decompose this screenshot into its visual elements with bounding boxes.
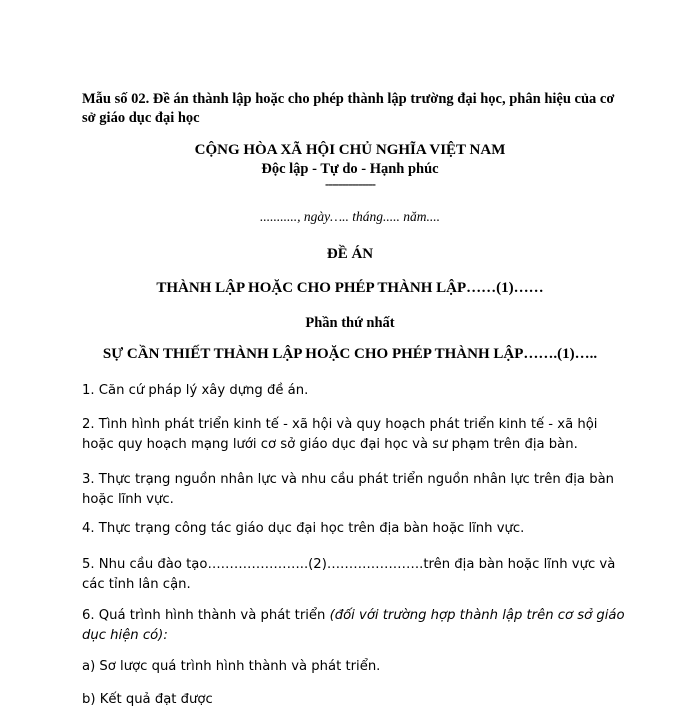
nation-header: CỘNG HÒA XÃ HỘI CHỦ NGHĨA VIỆT NAM [194, 142, 506, 158]
item-2: 2. Tình hình phát triển kinh tế - xã hội và quy hoạch phát triển kinh tế - xã hội hoặc quy hoạch mạng lưới cơ sở giáo dục đại học và sư phạm trên địa bàn. [82, 417, 598, 452]
motto: Độc lập - Tự do - Hạnh phúc [261, 161, 439, 177]
item-5: 5. Nhu cầu đào tạo…………………..(2)………………….trên địa bàn hoặc lĩnh vực và các tỉnh lân cận. [82, 557, 616, 592]
item-6 [82, 606, 632, 646]
item-4: 4. Thực trạng công tác giáo dục đại học trên địa bàn hoặc lĩnh vực. [82, 521, 525, 536]
item-6a: a) Sơ lược quá trình hình thành và phát triển. [82, 659, 381, 674]
header-rule: --------------- [325, 176, 375, 191]
part-title: Phần thứ nhất [305, 315, 395, 331]
dateline: ..........., ngày….. tháng..... năm.... [260, 209, 440, 224]
part-heading: SỰ CẦN THIẾT THÀNH LẬP HOẶC CHO PHÉP THÀNH LẬP…….(1)….. [102, 346, 598, 362]
item-3: 3. Thực trạng nguồn nhân lực và nhu cầu phát triển nguồn nhân lực trên địa bàn hoặc lĩnh vực. [82, 472, 615, 507]
item-6-text: 6. Quá trình hình thành và phát triển [82, 608, 330, 623]
form-title: Mẫu số 02. Đề án thành lập hoặc cho phép thành lập trường đại học, phân hiệu của cơ sở giáo dục đại học [82, 91, 615, 126]
item-6b: b) Kết quả đạt được [82, 692, 213, 707]
item-1: 1. Căn cứ pháp lý xây dựng đề án. [82, 383, 309, 398]
document-subtitle: THÀNH LẬP HOẶC CHO PHÉP THÀNH LẬP……(1)…… [156, 280, 544, 296]
document-title: ĐỀ ÁN [326, 246, 374, 262]
item-6-note: (đối với trường hợp thành lập trên cơ sở giáo dục hiện có): [82, 608, 625, 643]
